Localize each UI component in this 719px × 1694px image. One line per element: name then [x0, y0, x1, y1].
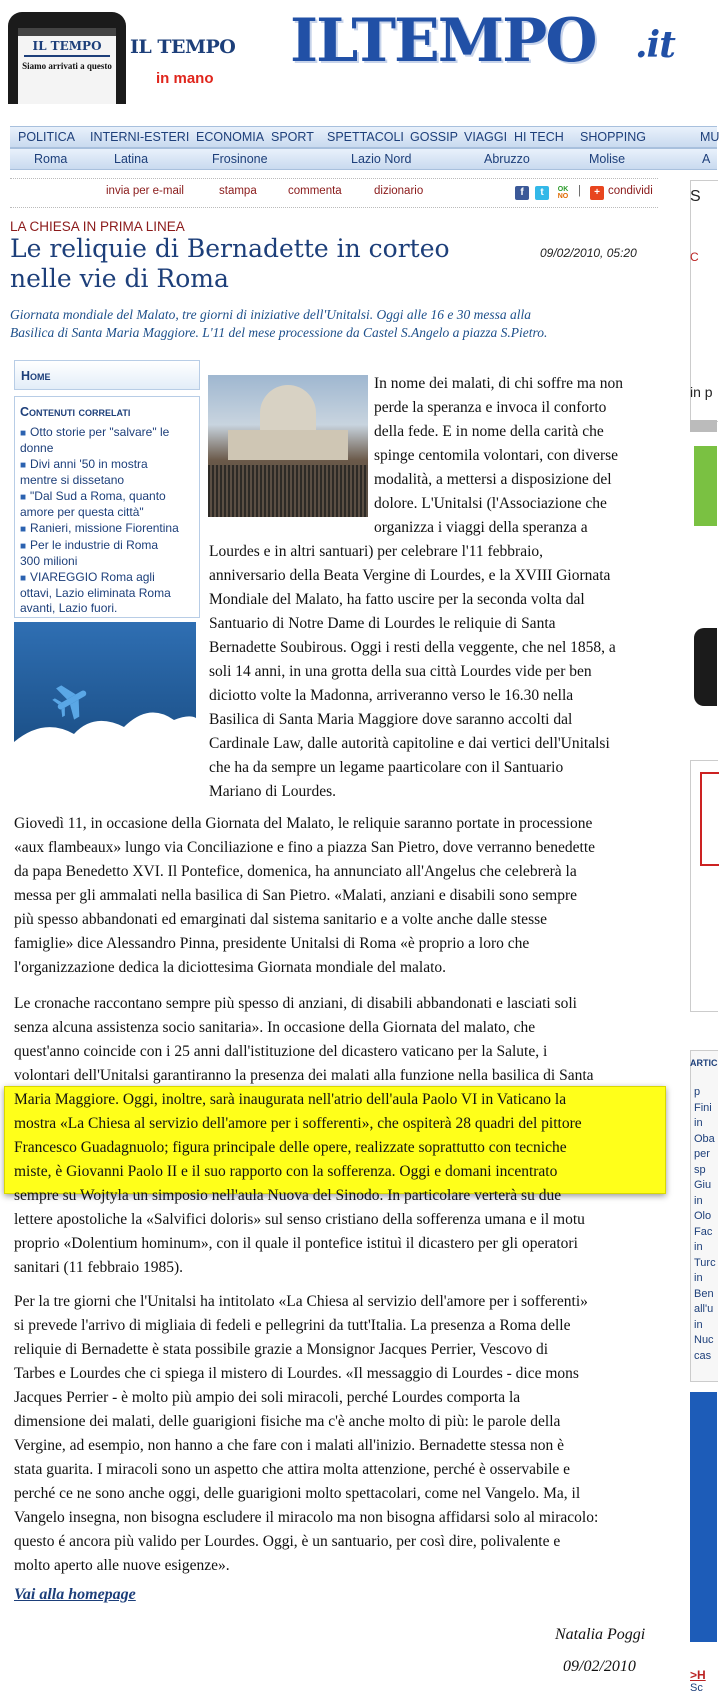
body-text-line: organizza i viaggi della speranza a: [374, 519, 588, 536]
body-text-line: perché ce ne sono anche oggi, delle guarigioni molto spettacolari, come nel Vangelo. Ma, il: [14, 1485, 581, 1502]
related-link-text: "Dal Sud a Roma, quanto: [30, 489, 166, 503]
mobile-promo-banner[interactable]: [8, 12, 244, 104]
related-link[interactable]: [20, 521, 196, 537]
article-pub-date: 09/02/2010: [563, 1658, 636, 1675]
body-text-line: messa per gli ammalati nella basilica di San Pietro. «Malati, anziani e disabili sono sempre: [14, 887, 578, 904]
share-icon[interactable]: +: [590, 186, 604, 200]
right-strip-text[interactable]: in: [694, 1318, 703, 1331]
body-text-line: anniversario della Beata Vergine di Lourdes, e la XVIII Giornata: [209, 567, 611, 584]
promo-tagline: in mano: [156, 70, 214, 87]
airplane-ad-graphic: [14, 622, 196, 772]
right-strip-text[interactable]: cas: [694, 1349, 712, 1362]
right-strip-text: S: [690, 188, 701, 205]
body-text-line: Mariano di Lourdes.: [209, 783, 336, 800]
right-strip-text: C: [690, 250, 699, 264]
body-text-line: miste, è Giovanni Paolo II e il suo rapporto con la sofferenza. Oggi e domani incentrato: [14, 1163, 558, 1180]
homepage-link[interactable]: Vai alla homepage: [14, 1586, 136, 1603]
related-link-text: VIAREGGIO Roma agli: [30, 570, 155, 584]
article-headline: [10, 234, 500, 294]
nav-economia[interactable]: ECONOMIA: [196, 130, 265, 144]
right-strip-text[interactable]: Ben: [694, 1287, 714, 1300]
body-text-line: più spesso abbandonati ed emarginati dal sistema sanitario e a volte anche dalle stesse: [14, 911, 548, 928]
article-author: Natalia Poggi: [555, 1626, 646, 1643]
body-text-line: Mondiale del Malato, ha fatto uscire per la seconda volta dal: [209, 591, 585, 608]
right-strip-text[interactable]: in: [694, 1272, 703, 1284]
related-link-text: avanti, Lazio fuori.: [20, 601, 118, 615]
related-link[interactable]: [20, 489, 196, 520]
body-text-line: dimensione dei malati, delle guarigioni fisiche ma c'è anche molto di più: le parole della: [14, 1413, 561, 1430]
body-text-line: Bernadette Soubirous. Oggi i resti della veggente, che nel 1858, a: [209, 639, 616, 656]
related-link-text: Per le industrie di Roma: [30, 538, 159, 552]
body-text-line: Giovedì 11, in occasione della Giornata del Malato, le reliquie saranno portate in processione: [14, 815, 593, 832]
body-text-line: lettere apostoliche la «Salvifici doloris» sul senso cristiano della sofferenza umana e il motu: [14, 1211, 585, 1228]
body-text-line: stata guarita. I miracoli sono un aspetto che attira molta attenzione, perché è osservabile e: [14, 1461, 571, 1478]
headline-line: Le reliquie di Bernadette in corteo: [10, 234, 450, 263]
bullet-icon: ■: [20, 492, 27, 503]
twitter-icon[interactable]: t: [535, 186, 549, 200]
nav-latina[interactable]: Latina: [114, 152, 149, 166]
nav-roma[interactable]: Roma: [34, 152, 68, 166]
summary-line: Basilica di Santa Maria Maggiore. L'11 del mese processione da Castel S.Angelo a piazza S.Pietro.: [10, 325, 548, 340]
body-text-line: Le cronache raccontano sempre più spesso di anziani, di disabili abbandonati e lasciati soli: [14, 995, 577, 1012]
right-strip-text[interactable]: Turc: [694, 1256, 716, 1269]
related-link-text: ottavi, Lazio eliminata Roma: [20, 586, 171, 600]
body-text-line: diciotto volte la Madonna, arriveranno verso le 16.30 nella: [209, 687, 574, 704]
right-red-frame: [700, 772, 719, 866]
body-text-line: perde la speranza e invoca il conforto: [374, 399, 607, 416]
body-text-line: Santuario di Notre Dame di Lourdes le reliquie di Santa: [209, 615, 556, 632]
related-link-text: donne: [20, 441, 54, 455]
toolbar-separator: |: [578, 185, 581, 197]
right-strip-text[interactable]: Sc: [690, 1682, 703, 1694]
right-ad-green[interactable]: [694, 446, 717, 526]
body-text-line: Vergine, ad esempio, non hanno a che fare con i malati all'inizio. Bernadette stessa non è: [14, 1437, 564, 1454]
body-text-line: reliquie di Bernadette è stata possibile grazie a Monsignor Jacques Perrier, Vescovo di: [14, 1341, 549, 1358]
body-text-line: questo é ancora più valido per Lourdes. Oggi, è un santuario, per così dire, polivalente e: [14, 1533, 561, 1550]
nav-abruzzo[interactable]: Abruzzo: [484, 152, 530, 166]
related-link-text: mentre si dissetano: [20, 473, 125, 487]
nav-regional-more[interactable]: A: [702, 152, 711, 166]
right-strip-text[interactable]: >H: [690, 1668, 706, 1682]
primary-nav: [10, 126, 717, 148]
body-text-line: spinge centomila volontari, con diverse: [374, 447, 619, 464]
nav-lazio-nord[interactable]: Lazio Nord: [351, 152, 412, 166]
article-toolbar: [10, 178, 658, 208]
bullet-icon: ■: [20, 460, 27, 471]
body-text-line: modalità, a mettersi a disposizione del: [374, 471, 612, 488]
body-text-line: molto aperto alle nuove esigenze».: [14, 1557, 230, 1574]
related-link-text: 300 milioni: [20, 554, 78, 568]
article-kicker: LA CHIESA IN PRIMA LINEA: [10, 219, 185, 234]
nav-gossip[interactable]: GOSSIP: [410, 130, 458, 144]
body-text-line: dolore. L'Unitalsi (l'Associazione che: [374, 495, 607, 512]
body-text-line: mostra «La Chiesa al servizio dell'amore per i sofferenti», che ospiterà 28 quadri del pittore: [14, 1115, 582, 1132]
body-text-line: Per la tre giorni che l'Unitalsi ha intitolato «La Chiesa al servizio dell'amore per i sofferenti»: [14, 1293, 588, 1310]
body-text-line: famiglie» dice Alessandro Pinna, presidente Unitalsi di Roma «è proprio a loro che: [14, 935, 530, 952]
body-text-line: l'organizzazione dedica la diciottesima Giornata mondiale del malato.: [14, 959, 447, 976]
body-text-line: volontari dell'Unitalsi garantiranno la presenza dei malati alla funzione nella basilica di Santa: [14, 1067, 594, 1084]
bullet-icon: ■: [20, 524, 27, 535]
right-strip-text[interactable]: all'u: [694, 1303, 714, 1315]
body-text-line: sempre su Wojtyla un simposio nell'aula Nuova del Sinodo. In particolare verterà su due: [14, 1187, 562, 1204]
body-text-line: Jacques Perrier - è molto più ampio dei soli miracoli, perché Lourdes comporta la: [14, 1389, 521, 1406]
body-text-line: che ha da sempre un legame paarticolare con il Santuario: [209, 759, 564, 776]
right-strip-text: in p: [690, 384, 713, 400]
oknotizie-icon[interactable]: OK NO: [555, 186, 571, 200]
body-text-line: Francesco Guadagnuolo; figura principale delle opere, realizzate soprattutto con tecniche: [14, 1139, 567, 1156]
right-blue-ad[interactable]: [690, 1392, 717, 1642]
nav-politica[interactable]: POLITICA: [18, 130, 75, 144]
email-link[interactable]: invia per e-mail: [106, 185, 184, 197]
right-strip-text[interactable]: in: [694, 1194, 703, 1207]
body-text-line: della fede. E in nome della carità che: [374, 423, 604, 440]
facebook-icon[interactable]: f: [515, 186, 529, 200]
nav-spettacoli[interactable]: SPETTACOLI: [327, 130, 404, 144]
nav-hi-tech[interactable]: HI TECH: [514, 130, 564, 144]
right-strip-text[interactable]: Oba: [694, 1132, 715, 1145]
right-phone-ad[interactable]: [694, 628, 717, 706]
right-strip-text[interactable]: Nuc: [694, 1334, 714, 1346]
nav-viaggi[interactable]: VIAGGI: [464, 130, 508, 144]
right-strip-bar: [690, 420, 717, 432]
body-text-line: proprio «Dolentium hominum», con il quale il pontefice istituì il dicastero per gli operatori: [14, 1235, 578, 1252]
bullet-icon: ■: [20, 428, 27, 439]
body-text-line: Cardinale Law, dalle autorità capitoline e dai vertici dell'Unitalsi: [209, 735, 610, 752]
advertisement[interactable]: [14, 622, 196, 772]
related-link[interactable]: [20, 457, 196, 488]
body-text-line: Vangelo insegna, non bisogna escludere il miracolo ma non bisogna affidarsi solo al miracolo:: [14, 1509, 599, 1526]
summary-line: Giornata mondiale del Malato, tre giorni di iniziative dell'Unitalsi. Oggi alle 16 e 30 messa alla: [10, 307, 531, 322]
nav-sport[interactable]: SPORT: [271, 130, 314, 144]
st-peters-square-photo: [208, 375, 368, 517]
nav-shopping[interactable]: SHOPPING: [580, 130, 646, 144]
related-link-text: Ranieri, missione Fiorentina: [30, 521, 179, 535]
phone-logo: IL TEMPO: [32, 39, 102, 53]
body-text-line: quest'anno coincide con i 25 anni dall'istituzione del dicastero vaticano per la Salute, i: [14, 1043, 548, 1060]
nav-interni-esteri[interactable]: INTERNI-ESTERI: [90, 130, 190, 144]
related-content-box: [14, 396, 200, 618]
right-strip-text[interactable]: sp: [694, 1163, 706, 1176]
body-text-line: «aux flambeaux» lungo via Conciliazione e fino a piazza San Pietro, dove verranno benedette: [14, 839, 596, 856]
body-text-line: si prevede l'arrivo di migliaia di fedeli e pellegrini da tutt'Italia. La presenza a Roma delle: [14, 1317, 571, 1334]
nav-more[interactable]: MU: [700, 130, 719, 144]
bullet-icon: ■: [20, 541, 27, 552]
related-link-text: Otto storie per "salvare" le: [30, 425, 170, 439]
body-text-line: Basilica di Santa Maria Maggiore dove saranno accolti dal: [209, 711, 573, 728]
related-link-text: Divi anni '50 in mostra: [30, 457, 148, 471]
right-strip-text[interactable]: Fini: [694, 1101, 712, 1114]
dictionary-link[interactable]: dizionario: [374, 185, 424, 197]
body-text-line: sanitari (11 febbraio 1985).: [14, 1259, 184, 1276]
right-strip-text[interactable]: in: [694, 1241, 703, 1253]
body-text-line: In nome dei malati, di chi soffre ma non: [374, 375, 623, 392]
phone-image: [8, 12, 126, 104]
article-datetime: 09/02/2010, 05:20: [540, 246, 637, 260]
body-text-line: da papa Benedetto XVI. Il Pontefice, domenica, ha annunciato all'Angelus che celebrerà la: [14, 863, 577, 880]
comment-link[interactable]: commenta: [288, 185, 342, 197]
related-link-text: amore per questa città": [20, 505, 144, 519]
body-text-line: senza alcuna assistenza socio sanitaria». In occasione della Giornata del malato, che: [14, 1019, 536, 1036]
related-link[interactable]: [20, 538, 196, 569]
right-strip-text[interactable]: Fac: [694, 1225, 713, 1238]
body-text-line: soli 14 anni, in una grotta della sua città Lourdes vide per ben: [209, 663, 592, 680]
site-logo[interactable]: ILTEMPO: [290, 6, 596, 76]
right-strip-text[interactable]: Olo: [694, 1210, 712, 1222]
phone-text: Siamo arrivati a questo: [22, 61, 112, 71]
related-link[interactable]: [20, 570, 196, 616]
home-label: Home: [21, 369, 51, 383]
site-logo-suffix[interactable]: .it: [635, 24, 675, 66]
promo-brand: IL TEMPO: [130, 36, 236, 58]
headline-line: nelle vie di Roma: [10, 264, 229, 293]
regional-nav: [10, 148, 717, 170]
print-link[interactable]: stampa: [219, 185, 257, 197]
right-strip-text: ARTIC: [690, 1058, 718, 1068]
right-strip-text[interactable]: per: [694, 1148, 710, 1160]
right-strip-text[interactable]: p: [694, 1086, 701, 1098]
article-summary: [10, 306, 650, 342]
related-title: Contenuti correlati: [20, 405, 131, 419]
nav-molise[interactable]: Molise: [589, 152, 626, 166]
bullet-icon: ■: [20, 573, 27, 584]
sidebar-home-link[interactable]: [14, 360, 200, 390]
nav-frosinone[interactable]: Frosinone: [212, 152, 268, 166]
body-text-line: Tarbes e Lourdes che ci spiega il mistero di Lourdes. «Il messaggio di Lourdes - dice mons: [14, 1365, 579, 1382]
right-strip-text[interactable]: Giu: [694, 1179, 712, 1191]
share-link[interactable]: condividi: [608, 185, 653, 197]
related-link[interactable]: [20, 425, 196, 456]
right-strip-text[interactable]: in: [694, 1117, 703, 1129]
body-text-line: Lourdes e in altri santuari) per celebrare l'11 febbraio,: [209, 543, 544, 560]
body-text-line: Maria Maggiore. Oggi, inoltre, sarà inaugurata nell'atrio dell'aula Paolo VI in Vaticano la: [14, 1091, 567, 1108]
